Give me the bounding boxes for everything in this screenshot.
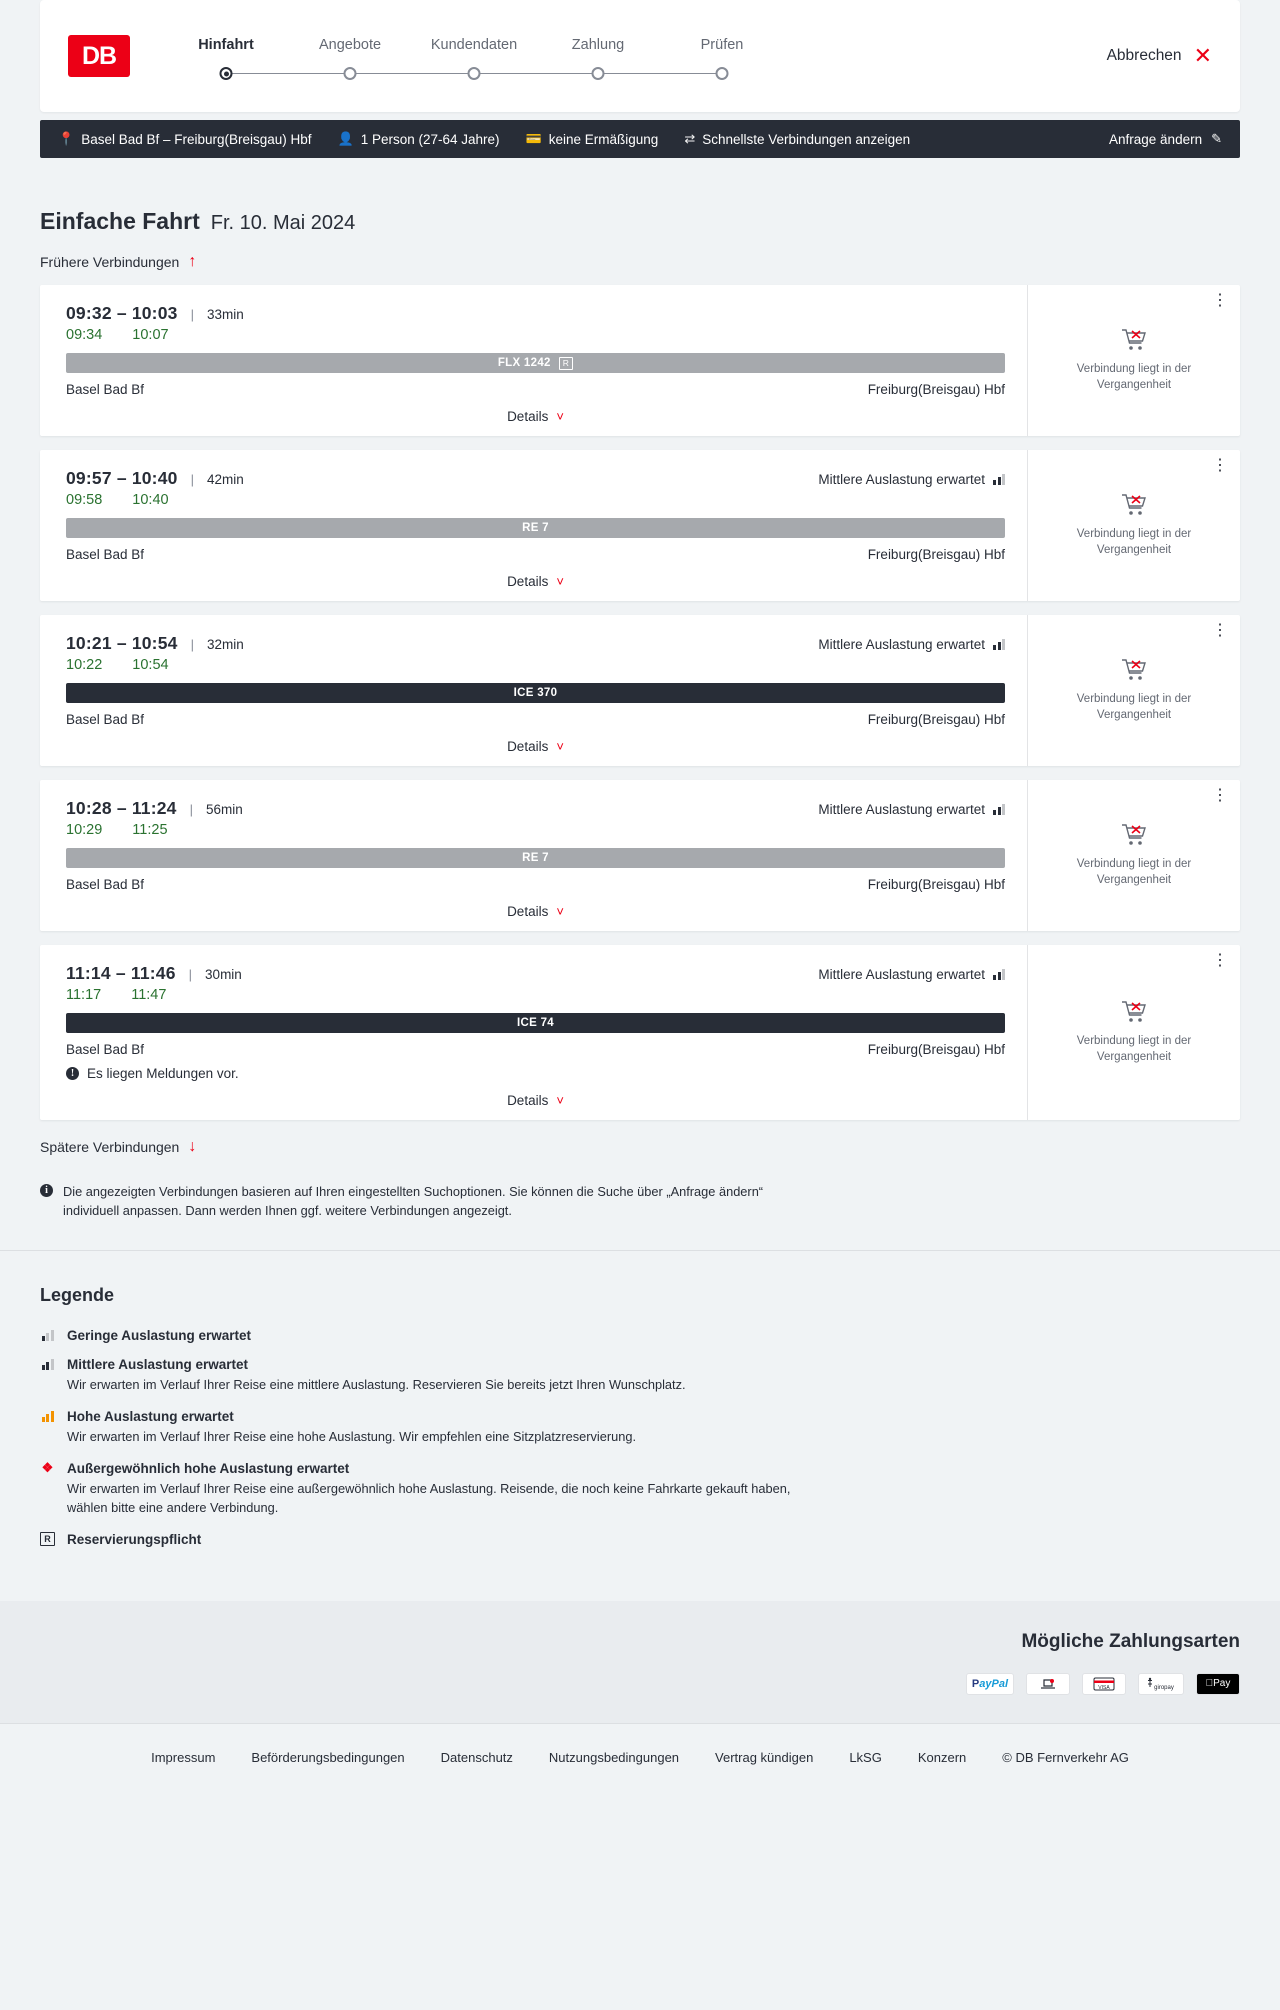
reservation-icon: R [559,357,573,370]
legend-item-title: Außergewöhnlich hohe Auslastung erwartet [67,1460,350,1476]
load-mid-icon [40,1359,55,1370]
occupancy-info [818,802,1005,817]
step-hinfahrt[interactable] [164,37,288,81]
db-logo[interactable]: DB [68,35,130,77]
legend-item-desc: Wir erwarten im Verlauf Ihrer Reise eine außergewöhnlich hohe Auslastung. Reisende, die noch keine Fahrkarte gekauft haben, wählen bitte eine andere Verbindung. [67,1481,791,1516]
duration: 42min [206,472,244,487]
giropay-icon [1138,1673,1184,1695]
step-label: Prüfen [700,37,744,53]
later-connections-button[interactable] [40,1138,1240,1156]
origin-station: Basel Bad Bf [66,1042,145,1057]
more-options-button[interactable]: ⋮ [1212,952,1228,969]
route-text: Basel Bad Bf – Freiburg(Breisgau) Hbf [81,131,312,147]
step-dot [716,67,729,80]
details-label: Details [507,574,549,589]
connection-status [1028,780,1240,931]
origin-station: Basel Bad Bf [66,877,145,892]
train-name: FLX 1242 [497,357,551,369]
more-options-button[interactable]: ⋮ [1212,292,1228,309]
cart-disabled-icon [1121,658,1147,682]
connection-details [44,945,1028,1120]
querybar-region [0,120,1280,158]
step-label: Angebote [318,37,382,53]
connection-row[interactable] [40,285,1240,436]
details-toggle[interactable] [66,409,1005,424]
stations-row [66,877,1005,892]
realtime-arrival: 10:40 [132,492,169,508]
edit-request-button[interactable] [1109,131,1222,147]
legend-item-mid [40,1357,1240,1395]
train-name: ICE 74 [517,1017,554,1029]
details-label: Details [507,739,549,754]
details-toggle[interactable] [66,904,1005,919]
origin-station: Basel Bad Bf [66,382,145,397]
times-row [66,468,1005,489]
connection-details [44,285,1028,436]
realtime-departure: 09:58 [66,492,103,508]
details-label: Details [507,904,549,919]
cart-disabled-icon [1121,823,1147,847]
option-summary [684,131,910,147]
connection-row[interactable] [40,945,1240,1120]
divider: | [190,307,194,322]
info-icon: ! [66,1067,79,1080]
passenger-text: 1 Person (27-64 Jahre) [360,131,500,147]
load-extreme-icon: ❖ [41,1460,54,1476]
step-label: Kundendaten [430,37,518,53]
load-high-icon [40,1411,55,1422]
footer-link-lksg[interactable]: LkSG [849,1749,882,1765]
cart-disabled-icon [1121,493,1147,517]
connection-status [1028,615,1240,766]
step-pruefen[interactable] [660,37,784,81]
search-hint [40,1182,810,1220]
chevron-down-icon: ˅ [556,409,564,424]
header-region [0,0,1280,112]
connection-details [44,615,1028,766]
main-content [0,158,1280,1250]
divider: | [189,802,193,817]
scheduled-time: 09:32 – 10:03 [66,303,178,323]
step-bar [598,73,722,74]
cart-disabled-icon [1121,328,1147,352]
checkout-stepper [164,37,784,81]
connection-details [44,450,1028,601]
past-connection-text: Verbindung liegt in der Vergangenheit [1076,527,1192,556]
info-icon: i [40,1184,53,1197]
duration: 30min [205,967,242,982]
step-bar [350,73,474,74]
connection-status [1028,945,1240,1120]
step-label: Hinfahrt [198,37,254,53]
destination-station: Freiburg(Breisgau) Hbf [867,382,1005,397]
more-options-button[interactable]: ⋮ [1212,457,1228,474]
step-zahlung[interactable] [536,37,660,81]
times-row [66,963,1005,984]
location-pin-icon: 📍 [58,131,75,146]
scheduled-time: 09:57 – 10:40 [66,468,178,488]
occupancy-info [818,967,1005,982]
duration: 33min [206,307,244,322]
connection-message[interactable] [66,1066,1005,1081]
later-label: Spätere Verbindungen [40,1139,180,1155]
chevron-down-icon: ˅ [556,739,564,754]
trip-type-title: Einfache Fahrt [40,208,200,234]
occupancy-label: Mittlere Auslastung erwartet [818,472,985,487]
legend-item-title: Hohe Auslastung erwartet [67,1408,234,1424]
load-low-icon [40,1330,55,1341]
duration: 32min [206,637,244,652]
arrow-up-icon: ↑ [188,253,197,270]
times-row [66,633,1005,654]
reservation-icon: R [40,1532,55,1546]
payment-methods [40,1673,1240,1695]
legend-item-title: Geringe Auslastung erwartet [67,1328,252,1344]
train-bar [66,1013,1005,1033]
train-bar [66,848,1005,868]
load-mid-icon [993,639,1005,650]
stations-row [66,547,1005,562]
destination-station: Freiburg(Breisgau) Hbf [867,547,1005,562]
more-options-button[interactable]: ⋮ [1212,787,1228,804]
realtime-row [66,657,1005,673]
discount-summary [526,131,659,147]
occupancy-info [818,472,1005,487]
stations-row [66,382,1005,397]
card-icon: 💳 [525,131,542,146]
chevron-down-icon: ˅ [556,904,564,919]
chevron-down-icon: ˅ [556,574,564,589]
times-row [66,303,1005,324]
realtime-departure: 11:17 [66,987,102,1003]
origin-station: Basel Bad Bf [66,547,145,562]
step-kundendaten[interactable] [412,37,536,81]
train-bar [66,683,1005,703]
footer-link-befoerderungsbedingungen[interactable]: Beförderungsbedingungen [251,1749,405,1765]
step-label: Zahlung [571,37,625,53]
details-toggle[interactable] [66,739,1005,754]
legend-item-high [40,1409,1240,1447]
stations-row [66,1042,1005,1057]
cancel-label: Abbrechen [1106,47,1182,64]
past-connection-text: Verbindung liegt in der Vergangenheit [1076,1034,1192,1063]
connection-row[interactable] [40,780,1240,931]
realtime-arrival: 11:25 [132,822,168,838]
train-name: RE 7 [522,522,549,534]
connection-details [44,780,1028,931]
step-bar [474,73,598,74]
app-header [40,0,1240,112]
earlier-label: Frühere Verbindungen [40,254,180,270]
realtime-departure: 09:34 [66,327,103,343]
realtime-row [66,492,1005,508]
occupancy-label: Mittlere Auslastung erwartet [818,637,985,652]
search-summary-bar [40,120,1240,158]
hint-text: Die angezeigten Verbindungen basieren auf Ihren eingestellten Suchoptionen. Sie können die Suche über „Anfrage ändern“ individuell anpassen. Dann werden Ihnen ggf. weitere Verbindungen angezeigt. [63,1184,764,1219]
connection-status [1028,450,1240,601]
cancel-button[interactable] [1107,45,1212,67]
footer-links [0,1723,1280,1799]
occupancy-label: Mittlere Auslastung erwartet [818,967,985,982]
step-dot [468,67,481,80]
route-summary [58,131,312,147]
legend-item-low [40,1328,1240,1343]
kreditkarte-icon [1082,1673,1126,1695]
more-options-button[interactable]: ⋮ [1212,622,1228,639]
legend-title: Legende [40,1285,115,1306]
destination-station: Freiburg(Breisgau) Hbf [867,877,1005,892]
lastschrift-icon [1026,1673,1070,1695]
connection-row[interactable] [40,615,1240,766]
step-dot [344,67,357,80]
duration: 56min [206,802,243,817]
payment-section [0,1601,1280,1723]
realtime-arrival: 11:47 [131,987,167,1003]
connection-status [1028,285,1240,436]
svg-text:VISA: VISA [1098,1684,1110,1691]
message-text: Es liegen Meldungen vor. [87,1066,239,1081]
chevron-down-icon: ˅ [556,1093,564,1108]
footer-link-vertrag-kuendigen[interactable]: Vertrag kündigen [715,1749,814,1765]
realtime-departure: 10:22 [66,657,103,673]
realtime-departure: 10:29 [66,822,103,838]
footer-link-konzern[interactable]: Konzern [917,1749,967,1765]
origin-station: Basel Bad Bf [66,712,145,727]
legend-item-reservation [40,1532,1240,1547]
realtime-row [66,327,1005,343]
train-name: ICE 370 [513,687,558,699]
details-toggle[interactable] [66,1093,1005,1108]
scheduled-time: 10:28 – 11:24 [66,798,177,818]
destination-station: Freiburg(Breisgau) Hbf [867,712,1005,727]
realtime-row [66,822,1005,838]
close-icon: ✕ [1193,43,1212,68]
person-icon: 👤 [337,131,354,146]
payment-title: Mögliche Zahlungsarten [1021,1630,1240,1652]
footer-copyright: © DB Fernverkehr AG [1002,1749,1129,1765]
page-title [40,158,1240,235]
step-dot [592,67,605,80]
details-label: Details [507,1093,549,1108]
step-dot [220,67,233,80]
past-connection-text: Verbindung liegt in der Vergangenheit [1076,362,1192,391]
past-connection-text: Verbindung liegt in der Vergangenheit [1076,857,1192,886]
footer-link-nutzungsbedingungen[interactable]: Nutzungsbedingungen [548,1749,680,1765]
legend-item-desc: Wir erwarten im Verlauf Ihrer Reise eine mittlere Auslastung. Reservieren Sie bereits jetzt Ihren Wunschplatz. [67,1377,686,1393]
train-bar [66,353,1005,373]
cart-disabled-icon [1121,1000,1147,1024]
legend-item-extreme [40,1460,1240,1517]
train-name: RE 7 [522,852,549,864]
load-mid-icon [993,474,1005,485]
scheduled-time: 10:21 – 10:54 [66,633,178,653]
pencil-icon: ✎ [1211,131,1222,146]
realtime-arrival: 10:07 [132,327,169,343]
legend-item-title: Mittlere Auslastung erwartet [67,1357,249,1373]
legend-section [0,1250,1280,1600]
footer-link-impressum[interactable]: Impressum [151,1749,216,1765]
divider: | [190,637,194,652]
divider: | [190,472,194,487]
divider: | [188,967,193,982]
discount-text: keine Ermäßigung [548,131,659,147]
destination-station: Freiburg(Breisgau) Hbf [867,1042,1005,1057]
stations-row [66,712,1005,727]
trip-date: Fr. 10. Mai 2024 [210,212,356,234]
applepay-icon: Pay [1196,1673,1240,1695]
details-label: Details [507,409,549,424]
legend-item-title: Reservierungspflicht [67,1531,202,1547]
edit-request-label: Anfrage ändern [1109,131,1203,147]
connection-row[interactable] [40,450,1240,601]
earlier-connections-button[interactable] [40,253,1240,271]
realtime-arrival: 10:54 [132,657,169,673]
footer-link-datenschutz[interactable]: Datenschutz [440,1749,513,1765]
svg-text:giropay: giropay [1154,1684,1174,1691]
past-connection-text: Verbindung liegt in der Vergangenheit [1076,692,1192,721]
load-mid-icon [993,804,1005,815]
swap-icon: ⇄ [684,131,696,146]
details-toggle[interactable] [66,574,1005,589]
load-mid-icon [993,969,1005,980]
step-bar [226,73,350,74]
passenger-summary [338,131,500,147]
step-angebote[interactable] [288,37,412,81]
arrow-down-icon: ↓ [188,1138,197,1155]
train-bar [66,518,1005,538]
option-text: Schnellste Verbindungen anzeigen [702,131,911,147]
scheduled-time: 11:14 – 11:46 [66,963,176,983]
realtime-row [66,987,1005,1003]
occupancy-label: Mittlere Auslastung erwartet [818,802,985,817]
occupancy-info [818,637,1005,652]
legend-item-desc: Wir erwarten im Verlauf Ihrer Reise eine hohe Auslastung. Wir empfehlen eine Sitzplatzreservierung. [67,1428,637,1444]
times-row [66,798,1005,819]
paypal-icon: P ayPal [966,1673,1014,1695]
